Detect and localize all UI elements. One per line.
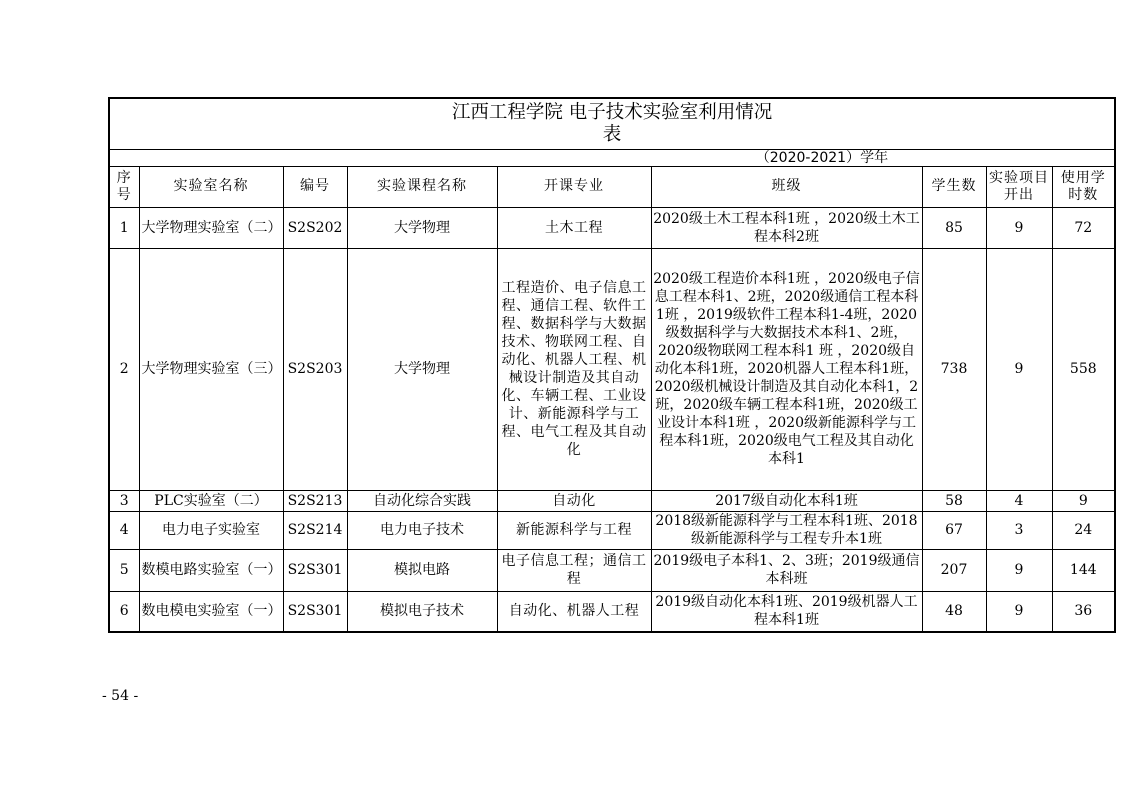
header-projects: 实验项目开出 <box>986 166 1052 207</box>
cell-lab-name: 数电模电实验室（一） <box>139 591 283 632</box>
cell-course: 大学物理 <box>347 248 497 490</box>
cell-major: 土木工程 <box>497 207 651 248</box>
cell-class: 2019级自动化本科1班、2019级机器人工程本科1班 <box>651 591 922 632</box>
cell-major: 新能源科学与工程 <box>497 511 651 549</box>
page-number: - 54 - <box>102 688 139 704</box>
cell-lab-name: PLC实验室（二） <box>139 490 283 511</box>
cell-lab-name: 大学物理实验室（三） <box>139 248 283 490</box>
cell-code: S2S213 <box>283 490 347 511</box>
cell-hours: 72 <box>1052 207 1115 248</box>
cell-major: 电子信息工程；通信工程 <box>497 549 651 591</box>
table-row <box>109 248 1115 490</box>
table-row <box>109 511 1115 549</box>
header-major: 开课专业 <box>497 166 651 207</box>
cell-code: S2S301 <box>283 549 347 591</box>
cell-major: 自动化、机器人工程 <box>497 591 651 632</box>
table-row <box>109 591 1115 632</box>
cell-projects: 9 <box>986 207 1052 248</box>
cell-code: S2S301 <box>283 591 347 632</box>
table-title <box>109 98 1115 149</box>
cell-students: 85 <box>922 207 986 248</box>
cell-seq: 2 <box>109 248 139 490</box>
table-row <box>109 207 1115 248</box>
header-class: 班级 <box>651 166 922 207</box>
cell-students: 58 <box>922 490 986 511</box>
cell-hours: 36 <box>1052 591 1115 632</box>
cell-course: 自动化综合实践 <box>347 490 497 511</box>
cell-seq: 1 <box>109 207 139 248</box>
cell-code: S2S202 <box>283 207 347 248</box>
cell-hours: 24 <box>1052 511 1115 549</box>
cell-seq: 3 <box>109 490 139 511</box>
table-row <box>109 490 1115 511</box>
cell-seq: 6 <box>109 591 139 632</box>
academic-year: （2020-2021）学年 <box>109 149 1115 166</box>
header-students: 学生数 <box>922 166 986 207</box>
cell-students: 67 <box>922 511 986 549</box>
cell-lab-name: 数模电路实验室（一） <box>139 549 283 591</box>
cell-students: 738 <box>922 248 986 490</box>
cell-class: 2017级自动化本科1班 <box>651 490 922 511</box>
cell-projects: 9 <box>986 549 1052 591</box>
academic-year-row <box>109 149 1115 166</box>
cell-students: 48 <box>922 591 986 632</box>
cell-lab-name: 电力电子实验室 <box>139 511 283 549</box>
header-lab-name: 实验室名称 <box>139 166 283 207</box>
table-title-line2: 表 <box>602 123 622 145</box>
cell-major: 工程造价、电子信息工程、通信工程、软件工程、数据科学与大数据技术、物联网工程、自动化、机器人工程、机械设计制造及其自动化、车辆工程、工业设计、新能源科学与工程、电气工程及其自动化 <box>497 248 651 490</box>
cell-projects: 3 <box>986 511 1052 549</box>
table-title-row <box>109 98 1115 149</box>
cell-hours: 9 <box>1052 490 1115 511</box>
header-code: 编号 <box>283 166 347 207</box>
cell-seq: 4 <box>109 511 139 549</box>
cell-hours: 558 <box>1052 248 1115 490</box>
cell-class: 2018级新能源科学与工程本科1班、2018级新能源科学与工程专升本1班 <box>651 511 922 549</box>
cell-students: 207 <box>922 549 986 591</box>
cell-course: 电力电子技术 <box>347 511 497 549</box>
cell-projects: 9 <box>986 591 1052 632</box>
cell-code: S2S203 <box>283 248 347 490</box>
utilization-table <box>108 97 1116 633</box>
header-seq: 序号 <box>109 166 139 207</box>
cell-lab-name: 大学物理实验室（二） <box>139 207 283 248</box>
cell-class: 2020级工程造价本科1班 ，2020级电子信息工程本科1、2班，2020级通信工程本科1班 ，2019级软件工程本科1-4班，2020级数据科学与大数据技术本科1、2班，2020级物联网工程本科1 班 ，2020级自动化本科1班，2020机器人工程本科1班，2020级机械设计制造及其自动化本科1，2班，2020级车辆工程本科1班，2020级工业设计本科1班 ，2020级新能源科学与工程本科1班，2020级电气工程及其自动化本科1 <box>651 248 922 490</box>
table-row <box>109 549 1115 591</box>
cell-major: 自动化 <box>497 490 651 511</box>
cell-course: 大学物理 <box>347 207 497 248</box>
cell-projects: 9 <box>986 248 1052 490</box>
header-course: 实验课程名称 <box>347 166 497 207</box>
header-hours: 使用学时数 <box>1052 166 1115 207</box>
cell-course: 模拟电路 <box>347 549 497 591</box>
cell-projects: 4 <box>986 490 1052 511</box>
cell-course: 模拟电子技术 <box>347 591 497 632</box>
table-title-line1: 江西工程学院 电子技术实验室利用情况 <box>451 101 773 123</box>
cell-code: S2S214 <box>283 511 347 549</box>
cell-hours: 144 <box>1052 549 1115 591</box>
table-header-row <box>109 166 1115 207</box>
cell-seq: 5 <box>109 549 139 591</box>
cell-class: 2020级土木工程本科1班 ，2020级土木工程本科2班 <box>651 207 922 248</box>
cell-class: 2019级电子本科1、2、3班；2019级通信本科班 <box>651 549 922 591</box>
